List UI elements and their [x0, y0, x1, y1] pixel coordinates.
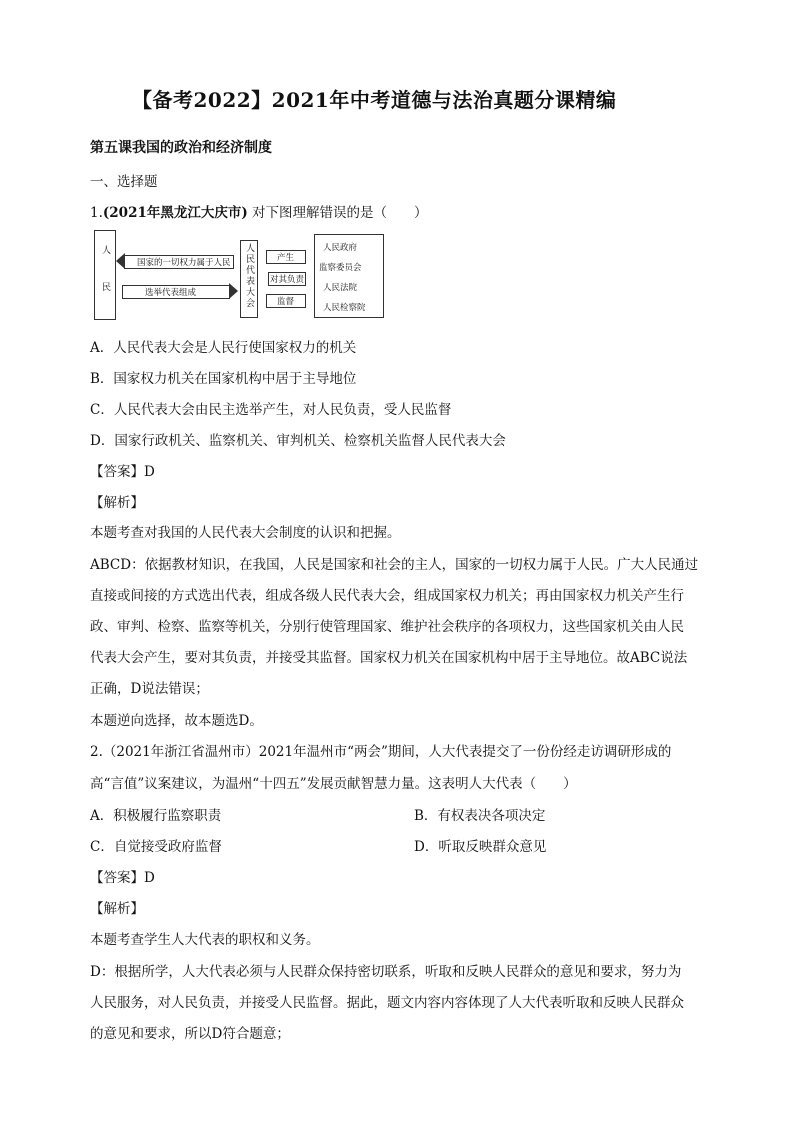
q2-answer: 【答案】D	[90, 870, 155, 886]
diagram-people-box	[94, 230, 116, 320]
q1-stem-text: 对下图理解错误的是（ ）	[252, 205, 428, 221]
diagram-arrow-produce-label: 产生	[277, 253, 295, 263]
diagram-npc-box	[240, 240, 258, 318]
diagram-arrow-power	[124, 255, 234, 269]
lesson-heading: 第五课我国的政治和经济制度	[90, 140, 272, 156]
q1-option-c: C．人民代表大会由民主选举产生，对人民负责，受人民监督	[90, 402, 452, 418]
q2-option-b: B．有权表决各项决定	[414, 808, 546, 824]
q2-stem-line: 高“言值”议案建议，为温州“十四五”发展贡献智慧力量。这表明人大代表（ ）	[90, 776, 577, 792]
q1-analysis-line: 代表大会产生，要对其负责，并接受其监督。国家权力机关在国家机构中居于主导地位。故ABC说法	[90, 650, 688, 666]
diagram-arrow-responsible-label: 对其负责	[270, 275, 305, 285]
q2-analysis-line: D：根据所学，人大代表必须与人民群众保持密切联系，听取和反映人民群众的意见和要求，努力为	[90, 964, 682, 980]
q2-option-a: A．积极履行监察职责	[90, 808, 222, 824]
q1-analysis-label: 【解析】	[90, 495, 144, 511]
q1-conclusion: 本题逆向选择，故本题选D。	[90, 713, 263, 729]
diagram-organ-item: 人民检察院	[323, 303, 366, 313]
diagram-organ-item: 人民政府	[323, 243, 358, 253]
q1-analysis-line: 政、审判、检察、监察等机关，分别行使管理国家、维护社会秩序的各项权力，这些国家机关由人民	[90, 619, 684, 635]
section-heading: 一、选择题	[90, 174, 158, 190]
q2-option-d: D．听取反映群众意见	[414, 839, 547, 855]
q1-stem	[90, 201, 428, 221]
diagram-arrow-elect-label: 选举代表组成	[145, 288, 197, 298]
q1-option-a: A．人民代表大会是人民行使国家权力的机关	[90, 340, 357, 356]
q1-analysis-line: ABCD：依据教材知识，在我国，人民是国家和社会的主人，国家的一切权力属于人民。广大人民通过	[90, 557, 699, 573]
diagram-people-label: 人民	[100, 245, 110, 319]
diagram-organ-item: 监察委员会	[319, 263, 362, 273]
q1-option-d: D．国家行政机关、监察机关、审判机关、检察机关监督人民代表大会	[90, 433, 506, 449]
diagram-arrow-elect	[122, 285, 230, 299]
q1-diagram	[94, 230, 386, 320]
diagram-arrow-power-label: 国家的一切权力属于人民	[137, 258, 231, 268]
q1-answer: 【答案】D	[90, 464, 155, 480]
q2-option-c: C．自觉接受政府监督	[90, 839, 222, 855]
arrow-right-head	[229, 283, 238, 299]
q2-analysis-label: 【解析】	[90, 901, 144, 917]
arrow-left-head	[116, 253, 125, 269]
q1-option-b: B．国家权力机关在国家机构中居于主导地位	[90, 371, 357, 387]
q2-stem-line: 2.（2021年浙江省温州市）2021年温州市“两会”期间，人大代表提交了一份份经走访调研形成的	[90, 744, 672, 760]
diagram-arrow-responsible	[268, 272, 306, 286]
diagram-arrow-supervise	[266, 294, 306, 308]
page-title: 【备考2022】2021年中考道德与法治真题分课精编	[132, 88, 617, 112]
q1-source: (2021年黑龙江大庆市)	[102, 205, 248, 221]
q1-number: 1.	[90, 205, 103, 221]
q2-analysis-intro: 本题考查学生人大代表的职权和义务。	[90, 932, 320, 948]
diagram-arrow-supervise-label: 监督	[277, 297, 295, 307]
diagram-organs-box	[314, 234, 384, 318]
q2-analysis-line: 人民服务，对人民负责，并接受人民监督。据此，题文内容内容体现了人大代表听取和反映人民群众	[90, 995, 684, 1011]
diagram-npc-label: 人民代表大会	[244, 243, 254, 309]
q1-analysis-intro: 本题考查对我国的人民代表大会制度的认识和把握。	[90, 525, 401, 541]
q1-analysis-line: 正确，D说法错误；	[90, 681, 209, 697]
diagram-organ-item: 人民法院	[323, 283, 358, 293]
q1-analysis-line: 直接或间接的方式选出代表，组成各级人民代表大会，组成国家权力机关；再由国家权力机关产生行	[90, 588, 684, 604]
diagram-arrow-produce	[266, 250, 306, 264]
q2-analysis-line: 的意见和要求，所以D符合题意；	[90, 1026, 290, 1042]
